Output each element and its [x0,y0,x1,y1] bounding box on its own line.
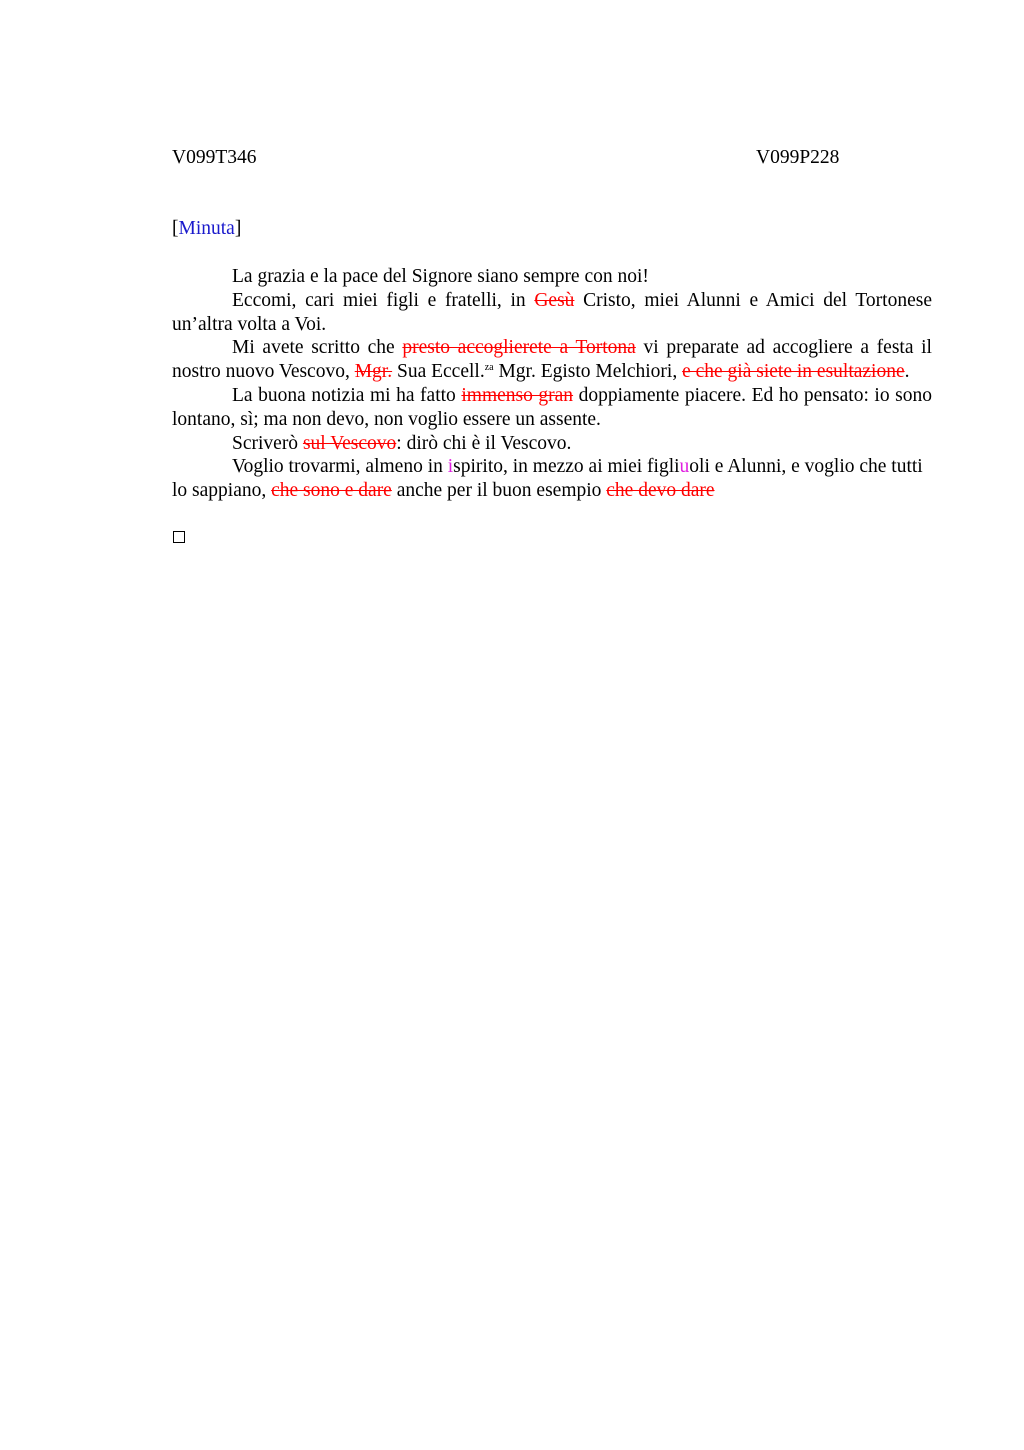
close-bracket: ] [234,218,242,239]
text-segment: : dirò chi è il Vescovo. [396,432,572,454]
text-segment: Cristo, miei Alunni e Amici del Tortonese un’altra volta a Voi. [172,289,932,335]
text-segment: doppiamente piacere. Ed ho pensato: io sono lontano, sì; ma non devo, non voglio essere un assente. [172,384,932,430]
superscript: za [484,362,494,374]
text-segment: Sua Eccell. [392,361,485,383]
paragraph-greeting: La grazia e la pace del Signore siano sempre con noi! [232,266,649,287]
paragraph-scrivero [172,432,932,456]
minuta-label [172,217,241,241]
added-text: u [679,456,690,478]
minuta-word: Minuta [178,218,235,239]
text-segment: . [904,361,910,383]
deleted-text: che devo dare [606,480,715,502]
deleted-text: Mgr. [354,361,393,383]
text-segment: Voglio trovarmi, almeno in [232,456,448,478]
text-segment: Eccomi, cari miei figli e fratelli, in [232,289,535,311]
added-text: i [447,456,454,478]
paragraph-eccomi [172,289,932,337]
letter-body [172,265,932,503]
deleted-text: immenso gran [461,384,574,406]
paragraph-notizia [172,384,932,432]
end-marker-box [173,531,185,543]
text-segment: La buona notizia mi ha fatto [232,384,462,406]
text-segment: vi preparate ad accogliere a festa il nostro nuovo Vescovo, [172,337,932,383]
paragraph-voglio [172,455,932,503]
document-code-left: V099T346 [172,147,257,168]
document-code-right: V099P228 [756,147,840,168]
text-segment: Mi avete scritto che [232,337,403,359]
deleted-text: e che già siete in esultazione [682,361,905,383]
deleted-text: sul Vescovo [302,432,397,454]
open-bracket: [ [172,218,179,239]
text-segment: Mgr. Egisto Melchiori, [493,361,683,383]
text-segment: Scriverò [232,432,303,454]
deleted-text: Gesù [534,289,575,311]
deleted-text: presto accoglierete a Tortona [402,337,636,359]
paragraph-vescovo [172,336,932,384]
text-segment: anche per il buon esempio [391,480,607,502]
text-segment: oli e Alunni, e voglio che tutti lo sappiano, [172,456,923,502]
text-segment: spirito, in mezzo ai miei figli [453,456,680,478]
deleted-text: che sono e dare [271,480,392,502]
